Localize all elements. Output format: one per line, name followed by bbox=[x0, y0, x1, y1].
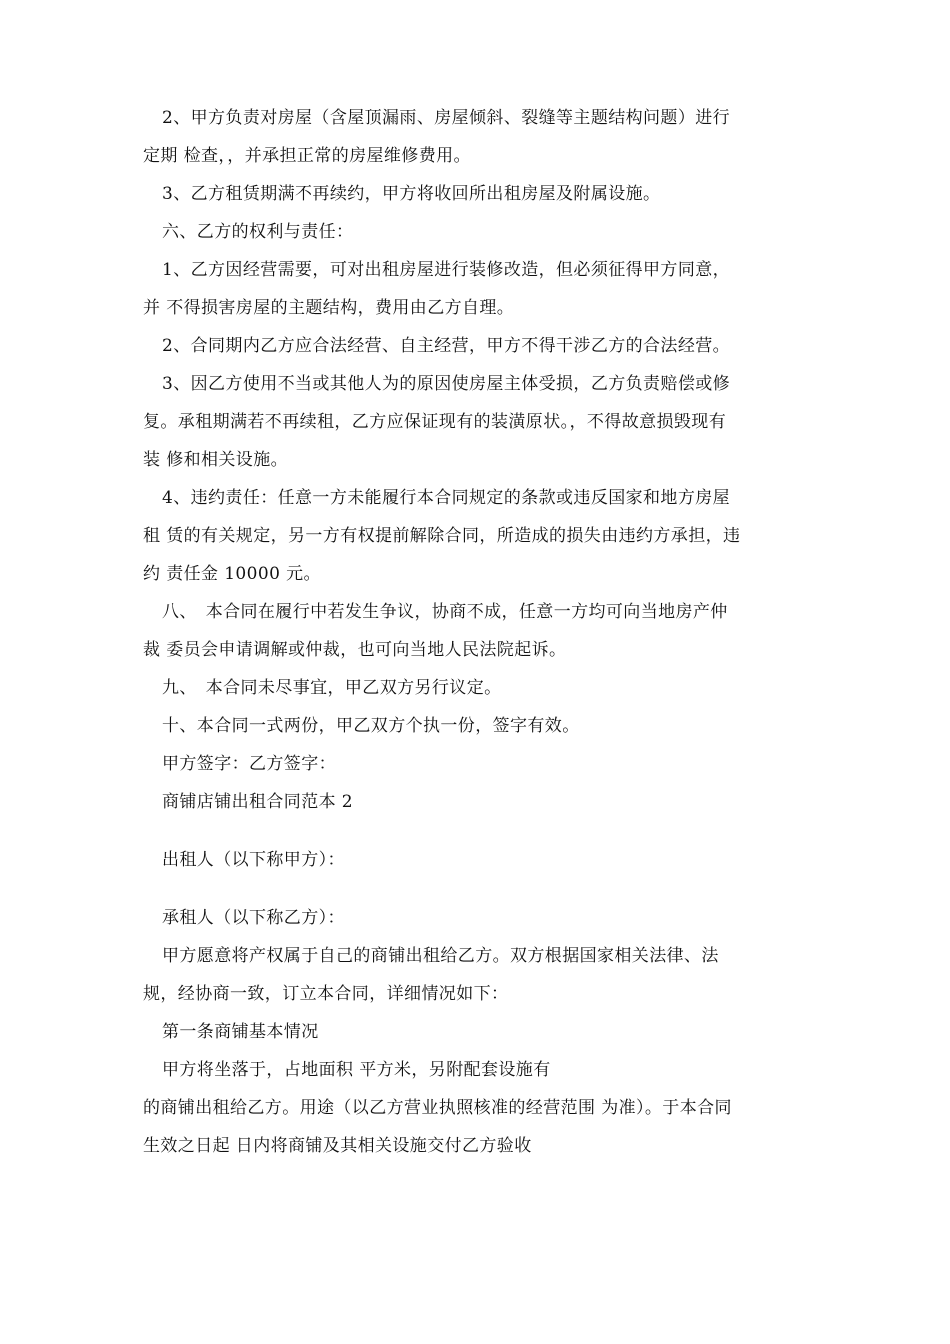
paragraph-line: 1、乙方因经营需要，可对出租房屋进行装修改造，但必须征得甲方同意， bbox=[162, 260, 731, 280]
paragraph-line: 九、 本合同未尽事宜，甲乙双方另行议定。 bbox=[162, 678, 502, 698]
paragraph-line: 复。承租期满若不再续租，乙方应保证现有的装潢原状。，不得故意损毁现有 bbox=[143, 412, 727, 432]
paragraph-line: 约 责任金 10000 元。 bbox=[143, 564, 321, 584]
document-subtitle: 商铺店铺出租合同范本 2 bbox=[162, 792, 354, 812]
lessor-line: 出租人（以下称甲方）： bbox=[162, 850, 345, 870]
paragraph-line: 4、违约责任：任意一方未能履行本合同规定的条款或违反国家和地方房屋 bbox=[162, 488, 731, 508]
paragraph-line: 甲方将坐落于，占地面积 平方米，另附配套设施有 bbox=[162, 1060, 551, 1080]
paragraph-line: 规，经协商一致，订立本合同，详细情况如下： bbox=[143, 984, 509, 1004]
paragraph-line: 3、因乙方使用不当或其他人为的原因使房屋主体受损，乙方负责赔偿或修 bbox=[162, 374, 731, 394]
paragraph-line: 租 赁的有关规定，另一方有权提前解除合同，所造成的损失由违约方承担，违 bbox=[143, 526, 741, 546]
paragraph-line: 并 不得损害房屋的主题结构，费用由乙方自理。 bbox=[143, 298, 515, 318]
article-heading: 第一条商铺基本情况 bbox=[162, 1022, 319, 1042]
paragraph-line: 2、合同期内乙方应合法经营、自主经营，甲方不得干涉乙方的合法经营。 bbox=[162, 336, 731, 356]
signature-line: 甲方签字：乙方签字： bbox=[162, 754, 336, 774]
lessee-line: 承租人（以下称乙方）： bbox=[162, 908, 345, 928]
paragraph-line: 裁 委员会申请调解或仲裁，也可向当地人民法院起诉。 bbox=[143, 640, 567, 660]
paragraph-line: 八、 本合同在履行中若发生争议，协商不成，任意一方均可向当地房产仲 bbox=[162, 602, 728, 622]
paragraph-line: 生效之日起 日内将商铺及其相关设施交付乙方验收 bbox=[143, 1136, 532, 1156]
section-heading: 六、乙方的权利与责任： bbox=[162, 222, 354, 242]
paragraph-line: 定期 检查，，并承担正常的房屋维修费用。 bbox=[143, 146, 471, 166]
paragraph-line: 3、乙方租赁期满不再续约，甲方将收回所出租房屋及附属设施。 bbox=[162, 184, 661, 204]
paragraph-line: 2、甲方负责对房屋（含屋顶漏雨、房屋倾斜、裂缝等主题结构问题）进行 bbox=[162, 108, 731, 128]
paragraph-line: 的商铺出租给乙方。用途（以乙方营业执照核准的经营范围 为准）。于本合同 bbox=[143, 1098, 732, 1118]
paragraph-line: 甲方愿意将产权属于自己的商铺出租给乙方。双方根据国家相关法律、法 bbox=[162, 946, 719, 966]
paragraph-line: 十、本合同一式两份，甲乙双方个执一份，签字有效。 bbox=[162, 716, 580, 736]
paragraph-line: 装 修和相关设施。 bbox=[143, 450, 289, 470]
